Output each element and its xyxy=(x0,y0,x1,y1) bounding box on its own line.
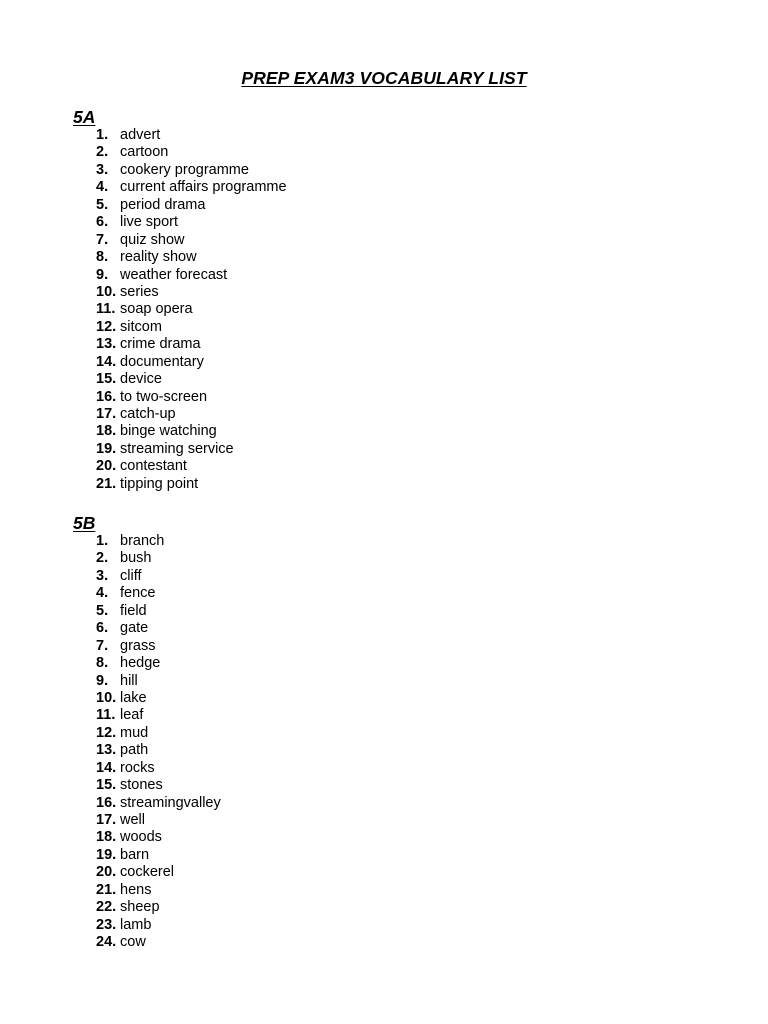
vocabulary-word: current affairs programme xyxy=(120,179,287,196)
list-item xyxy=(73,441,673,458)
vocabulary-word: mud xyxy=(120,724,149,741)
list-item xyxy=(73,934,673,951)
list-item xyxy=(73,389,673,406)
vocabulary-word: lake xyxy=(120,689,147,706)
vocabulary-word: woods xyxy=(120,829,162,846)
vocabulary-word: gate xyxy=(120,620,149,637)
item-number: 11. xyxy=(96,301,116,318)
item-number: 17. xyxy=(96,812,117,828)
vocabulary-word: documentary xyxy=(120,353,204,370)
vocabulary-word: weather forecast xyxy=(120,266,228,283)
item-number: 19. xyxy=(96,846,117,863)
item-number: 7. xyxy=(96,637,109,654)
item-number: 8. xyxy=(96,249,109,266)
list-item xyxy=(73,725,673,742)
item-number: 3. xyxy=(96,567,109,584)
item-number: 2. xyxy=(96,550,109,567)
list-item xyxy=(73,458,673,475)
item-number: 6. xyxy=(96,214,109,231)
list-item xyxy=(73,760,673,777)
vocabulary-word: streaming service xyxy=(120,440,234,457)
item-number: 15. xyxy=(96,371,117,388)
vocabulary-word: catch-up xyxy=(120,406,176,422)
item-number: 12. xyxy=(96,724,117,741)
item-number: 18. xyxy=(96,829,117,846)
list-item xyxy=(73,777,673,794)
list-item xyxy=(73,406,673,423)
vocabulary-word: cliff xyxy=(120,567,142,584)
list-item xyxy=(73,371,673,388)
vocabulary-word: live sport xyxy=(120,214,179,231)
list-item xyxy=(73,864,673,881)
vocabulary-word: streamingvalley xyxy=(120,794,221,811)
vocabulary-word: path xyxy=(120,742,149,759)
item-number: 15. xyxy=(96,777,117,794)
item-number: 11. xyxy=(96,707,116,724)
item-number: 9. xyxy=(96,672,109,689)
item-number: 17. xyxy=(96,406,117,422)
vocabulary-word: cow xyxy=(120,934,146,951)
vocabulary-list xyxy=(73,533,673,952)
item-number: 23. xyxy=(96,916,117,933)
vocabulary-word: sheep xyxy=(120,899,160,916)
section-5a xyxy=(73,107,673,493)
item-number: 13. xyxy=(96,336,117,353)
vocabulary-word: series xyxy=(120,283,159,300)
vocabulary-word: cockerel xyxy=(120,864,174,881)
list-item xyxy=(73,882,673,899)
item-number: 8. xyxy=(96,655,109,672)
vocabulary-word: binge watching xyxy=(120,423,217,440)
list-item xyxy=(73,179,673,196)
item-number: 2. xyxy=(96,144,109,161)
list-item xyxy=(73,847,673,864)
list-item xyxy=(73,829,673,846)
list-item xyxy=(73,162,673,179)
vocabulary-word: reality show xyxy=(120,249,197,266)
list-item xyxy=(73,899,673,916)
item-number: 4. xyxy=(96,179,109,196)
item-number: 16. xyxy=(96,388,117,405)
vocabulary-word: leaf xyxy=(120,707,144,724)
list-item xyxy=(73,423,673,440)
list-item xyxy=(73,354,673,371)
vocabulary-word: device xyxy=(120,371,162,388)
item-number: 7. xyxy=(96,231,109,248)
list-item xyxy=(73,568,673,585)
list-item xyxy=(73,550,673,567)
vocabulary-word: quiz show xyxy=(120,231,185,248)
vocabulary-word: stones xyxy=(120,777,163,794)
item-number: 20. xyxy=(96,864,117,881)
vocabulary-word: fence xyxy=(120,585,156,602)
list-item xyxy=(73,319,673,336)
item-number: 20. xyxy=(96,458,117,475)
item-number: 21. xyxy=(96,475,117,492)
vocabulary-word: sitcom xyxy=(120,318,162,335)
list-item xyxy=(73,673,673,690)
item-number: 1. xyxy=(96,533,109,549)
list-item xyxy=(73,249,673,266)
vocabulary-word: period drama xyxy=(120,196,206,213)
list-item xyxy=(73,585,673,602)
item-number: 16. xyxy=(96,794,117,811)
list-item xyxy=(73,301,673,318)
list-item xyxy=(73,232,673,249)
list-item xyxy=(73,795,673,812)
item-number: 1. xyxy=(96,127,109,143)
list-item xyxy=(73,812,673,829)
list-item xyxy=(73,533,673,550)
list-item xyxy=(73,690,673,707)
page-title: PREP EXAM3 VOCABULARY LIST xyxy=(241,68,527,88)
item-number: 21. xyxy=(96,881,117,898)
list-item xyxy=(73,127,673,144)
vocabulary-word: lamb xyxy=(120,916,152,933)
item-number: 9. xyxy=(96,266,109,283)
vocabulary-word: field xyxy=(120,602,147,619)
section-heading: 5A xyxy=(73,107,96,127)
vocabulary-word: hill xyxy=(120,672,138,689)
list-item xyxy=(73,336,673,353)
vocabulary-word: contestant xyxy=(120,458,187,475)
item-number: 22. xyxy=(96,899,117,916)
vocabulary-word: rocks xyxy=(120,759,155,776)
item-number: 13. xyxy=(96,742,117,759)
vocabulary-list xyxy=(73,127,673,493)
item-number: 12. xyxy=(96,318,117,335)
vocabulary-word: bush xyxy=(120,550,152,567)
vocabulary-word: hens xyxy=(120,881,152,898)
vocabulary-word: crime drama xyxy=(120,336,201,353)
vocabulary-word: branch xyxy=(120,533,165,549)
vocabulary-word: soap opera xyxy=(120,301,193,318)
item-number: 4. xyxy=(96,585,109,602)
item-number: 14. xyxy=(96,353,117,370)
list-item xyxy=(73,620,673,637)
item-number: 10. xyxy=(96,689,117,706)
vocabulary-word: to two-screen xyxy=(120,388,208,405)
item-number: 3. xyxy=(96,161,109,178)
vocabulary-word: tipping point xyxy=(120,475,199,492)
vocabulary-word: well xyxy=(120,812,145,828)
item-number: 14. xyxy=(96,759,117,776)
list-item xyxy=(73,476,673,493)
item-number: 5. xyxy=(96,602,109,619)
list-item xyxy=(73,742,673,759)
list-item xyxy=(73,707,673,724)
vocabulary-word: hedge xyxy=(120,655,161,672)
list-item xyxy=(73,284,673,301)
vocabulary-word: cookery programme xyxy=(120,161,249,178)
list-item xyxy=(73,917,673,934)
list-item xyxy=(73,638,673,655)
vocabulary-word: grass xyxy=(120,637,156,654)
vocabulary-word: advert xyxy=(120,127,161,143)
item-number: 10. xyxy=(96,283,117,300)
list-item xyxy=(73,655,673,672)
list-item xyxy=(73,144,673,161)
list-item xyxy=(73,214,673,231)
section-heading: 5B xyxy=(73,513,96,533)
vocabulary-word: cartoon xyxy=(120,144,169,161)
list-item xyxy=(73,197,673,214)
section-5b xyxy=(73,513,673,952)
item-number: 6. xyxy=(96,620,109,637)
item-number: 18. xyxy=(96,423,117,440)
list-item xyxy=(73,603,673,620)
item-number: 24. xyxy=(96,934,117,951)
item-number: 19. xyxy=(96,440,117,457)
item-number: 5. xyxy=(96,196,109,213)
vocabulary-word: barn xyxy=(120,846,150,863)
list-item xyxy=(73,267,673,284)
